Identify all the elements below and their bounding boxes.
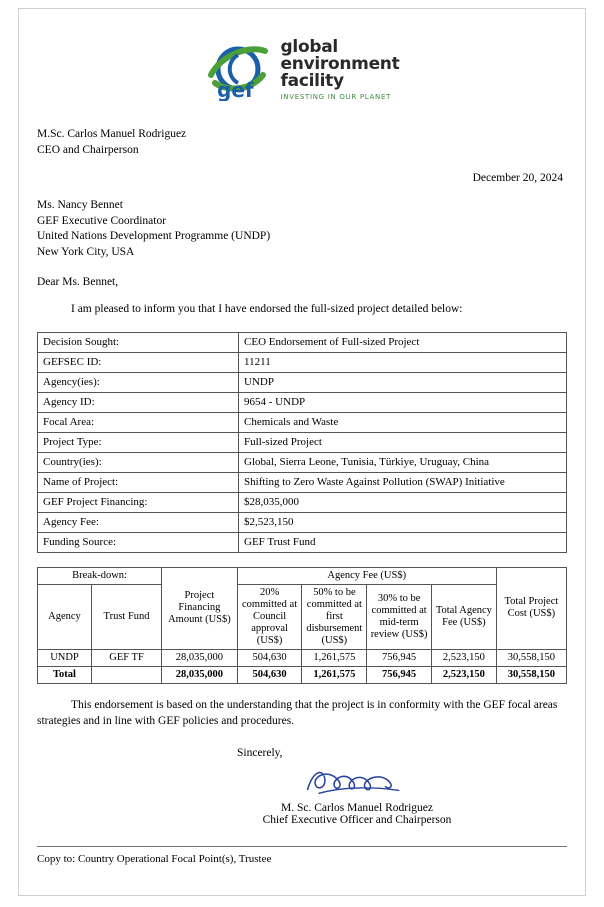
info-value: UNDP: [239, 372, 567, 392]
table-row: [38, 472, 567, 492]
total-committed-first-disbursement: 1,261,575: [302, 667, 367, 684]
info-key: Country(ies):: [38, 452, 239, 472]
info-key: Name of Project:: [38, 472, 239, 492]
info-value: 9654 - UNDP: [239, 392, 567, 412]
table-row: [38, 352, 567, 372]
info-value: $2,523,150: [239, 512, 567, 532]
subheader-committed-midterm: 30% to be committed at mid-term review (US$): [367, 584, 432, 649]
total-project-cost: 30,558,150: [496, 667, 566, 684]
info-key: Focal Area:: [38, 412, 239, 432]
table-row: [38, 332, 567, 352]
info-key: Agency(ies):: [38, 372, 239, 392]
cell-committed-council: 504,630: [237, 649, 302, 666]
cell-committed-first-disbursement: 1,261,575: [302, 649, 367, 666]
subheader-total-agency-fee: Total Agency Fee (US$): [432, 584, 497, 649]
header-total-project-cost: Total Project Cost (US$): [496, 567, 566, 649]
signature-image: [147, 761, 567, 802]
cell-project-financing: 28,035,000: [162, 649, 238, 666]
signature-block: [147, 761, 567, 826]
closing-paragraph: This endorsement is based on the understanding that the project is in conformity with the GEF focal areas strategies and in line with GEF policies and procedures.: [37, 699, 558, 727]
letter-sheet: [18, 8, 586, 896]
table-row: [38, 492, 567, 512]
letter-body: [37, 27, 567, 865]
svg-text:gef: gef: [216, 78, 254, 101]
info-key: Decision Sought:: [38, 332, 239, 352]
info-value: Full-sized Project: [239, 432, 567, 452]
total-committed-midterm: 756,945: [367, 667, 432, 684]
info-value: CEO Endorsement of Full-sized Project: [239, 332, 567, 352]
subheader-committed-first-disbursement: 50% to be committed at first disbursement (US$): [302, 584, 367, 649]
sender-name: M.Sc. Carlos Manuel Rodriguez: [37, 128, 187, 140]
header-agency-fee: Agency Fee (US$): [237, 567, 496, 584]
total-agency-fee: 2,523,150: [432, 667, 497, 684]
salutation: Dear Ms. Bennet,: [37, 276, 119, 289]
info-value: Global, Sierra Leone, Tunisia, Türkiye, Uruguay, China: [239, 452, 567, 472]
sincerely-line: Sincerely,: [237, 747, 283, 760]
intro-paragraph: I am pleased to inform you that I have endorsed the full-sized project detailed below:: [71, 303, 463, 316]
cell-committed-midterm: 756,945: [367, 649, 432, 666]
recipient-city: New York City, USA: [37, 245, 135, 258]
gef-logo-wordmark: [281, 39, 400, 101]
project-info-table: [37, 332, 567, 553]
logo-line-1: global: [280, 37, 338, 57]
table-total-row: [38, 667, 567, 684]
total-project-financing: 28,035,000: [162, 667, 238, 684]
total-trust-fund: [91, 667, 161, 684]
gef-logo-icon: [205, 39, 271, 101]
info-key: GEF Project Financing:: [38, 492, 239, 512]
logo-line-3: facility: [280, 71, 344, 91]
info-value: GEF Trust Fund: [239, 532, 567, 552]
table-row: [38, 512, 567, 532]
recipient-title: GEF Executive Coordinator: [37, 214, 167, 227]
logo-tagline: INVESTING IN OUR PLANET: [280, 93, 392, 101]
signatory-title: Chief Executive Officer and Chairperson: [262, 814, 452, 827]
recipient-name: Ms. Nancy Bennet: [37, 199, 123, 212]
info-value: $28,035,000: [239, 492, 567, 512]
table-row: [38, 452, 567, 472]
divider: [37, 846, 567, 847]
total-committed-council: 504,630: [237, 667, 302, 684]
header-project-financing: Project Financing Amount (US$): [162, 567, 238, 649]
cell-trust-fund: GEF TF: [91, 649, 161, 666]
info-key: Agency ID:: [38, 392, 239, 412]
info-key: Agency Fee:: [38, 512, 239, 532]
table-subheader-row: [38, 584, 567, 649]
table-row: [38, 392, 567, 412]
letter-date: December 20, 2024: [472, 172, 563, 185]
cell-total-project-cost: 30,558,150: [496, 649, 566, 666]
info-key: Funding Source:: [38, 532, 239, 552]
table-row: [38, 412, 567, 432]
table-header-row: [38, 567, 567, 584]
recipient-block: [37, 198, 567, 260]
cell-agency: UNDP: [38, 649, 92, 666]
subheader-committed-council: 20% committed at Council approval (US$): [237, 584, 302, 649]
recipient-org: United Nations Development Programme (UNDP): [37, 230, 271, 243]
subheader-trust-fund: Trust Fund: [91, 584, 161, 649]
table-row: [38, 532, 567, 552]
table-row: [38, 649, 567, 666]
total-label: Total: [38, 667, 92, 684]
financing-breakdown-table: [37, 567, 567, 685]
signatory-name: M. Sc. Carlos Manuel Rodriguez: [280, 802, 434, 815]
table-row: [38, 372, 567, 392]
info-key: Project Type:: [38, 432, 239, 452]
info-value: 11211: [239, 352, 567, 372]
cell-total-agency-fee: 2,523,150: [432, 649, 497, 666]
gef-logo: [37, 39, 567, 101]
logo-line-2: environment: [280, 54, 400, 74]
header-breakdown: Break-down:: [38, 567, 162, 584]
sender-block: [37, 127, 567, 158]
info-key: GEFSEC ID:: [38, 352, 239, 372]
sender-title: CEO and Chairperson: [37, 143, 139, 156]
subheader-agency: Agency: [38, 584, 92, 649]
info-value: Chemicals and Waste: [239, 412, 567, 432]
table-row: [38, 432, 567, 452]
copy-to-line: Copy to: Country Operational Focal Point(s), Trustee: [37, 853, 272, 866]
info-value: Shifting to Zero Waste Against Pollution (SWAP) Initiative: [239, 472, 567, 492]
